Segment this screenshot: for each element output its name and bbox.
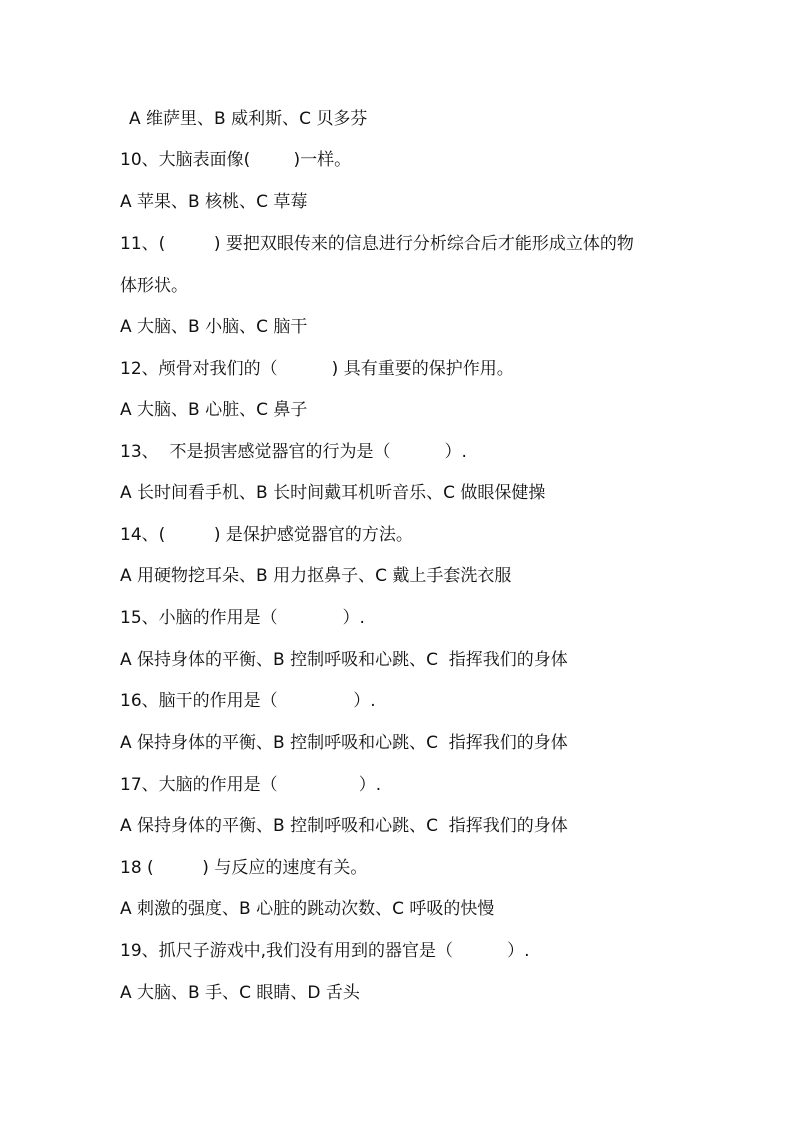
question-19: 19、抓尺子游戏中,我们没有用到的器官是（ ）.: [120, 941, 530, 961]
question-11-continued: 体形状。: [120, 276, 188, 296]
question-10: 10、大脑表面像( )一样。: [120, 150, 352, 170]
question-14: 14、( ) 是保护感觉器官的方法。: [120, 525, 413, 545]
question-15: 15、小脑的作用是（ ）.: [120, 608, 365, 628]
answer-options-15: A 保持身体的平衡、B 控制呼吸和心跳、C 指挥我们的身体: [120, 650, 568, 670]
question-17: 17、大脑的作用是（ ）.: [120, 775, 382, 795]
question-12: 12、颅骨对我们的（ ) 具有重要的保护作用。: [120, 359, 514, 379]
answer-options-11: A 大脑、B 小脑、C 脑干: [120, 317, 308, 337]
question-13: 13、 不是损害感觉器官的行为是（ ）.: [120, 442, 467, 462]
answer-options-19: A 大脑、B 手、C 眼睛、D 舌头: [120, 983, 360, 1003]
answer-options-9: A 维萨里、B 威利斯、C 贝多芬: [129, 109, 368, 129]
question-11: 11、( ) 要把双眼传来的信息进行分析综合后才能形成立体的物: [120, 234, 634, 254]
answer-options-14: A 用硬物挖耳朵、B 用力抠鼻子、C 戴上手套洗衣服: [120, 566, 512, 586]
answer-options-12: A 大脑、B 心脏、C 鼻子: [120, 400, 308, 420]
answer-options-10: A 苹果、B 核桃、C 草莓: [120, 192, 308, 212]
question-16: 16、脑干的作用是（ ）.: [120, 691, 376, 711]
answer-options-18: A 刺激的强度、B 心脏的跳动次数、C 呼吸的快慢: [120, 899, 495, 919]
answer-options-16: A 保持身体的平衡、B 控制呼吸和心跳、C 指挥我们的身体: [120, 733, 568, 753]
answer-options-17: A 保持身体的平衡、B 控制呼吸和心跳、C 指挥我们的身体: [120, 816, 568, 836]
question-18: 18 ( ) 与反应的速度有关。: [120, 858, 368, 878]
answer-options-13: A 长时间看手机、B 长时间戴耳机听音乐、C 做眼保健操: [120, 483, 546, 503]
